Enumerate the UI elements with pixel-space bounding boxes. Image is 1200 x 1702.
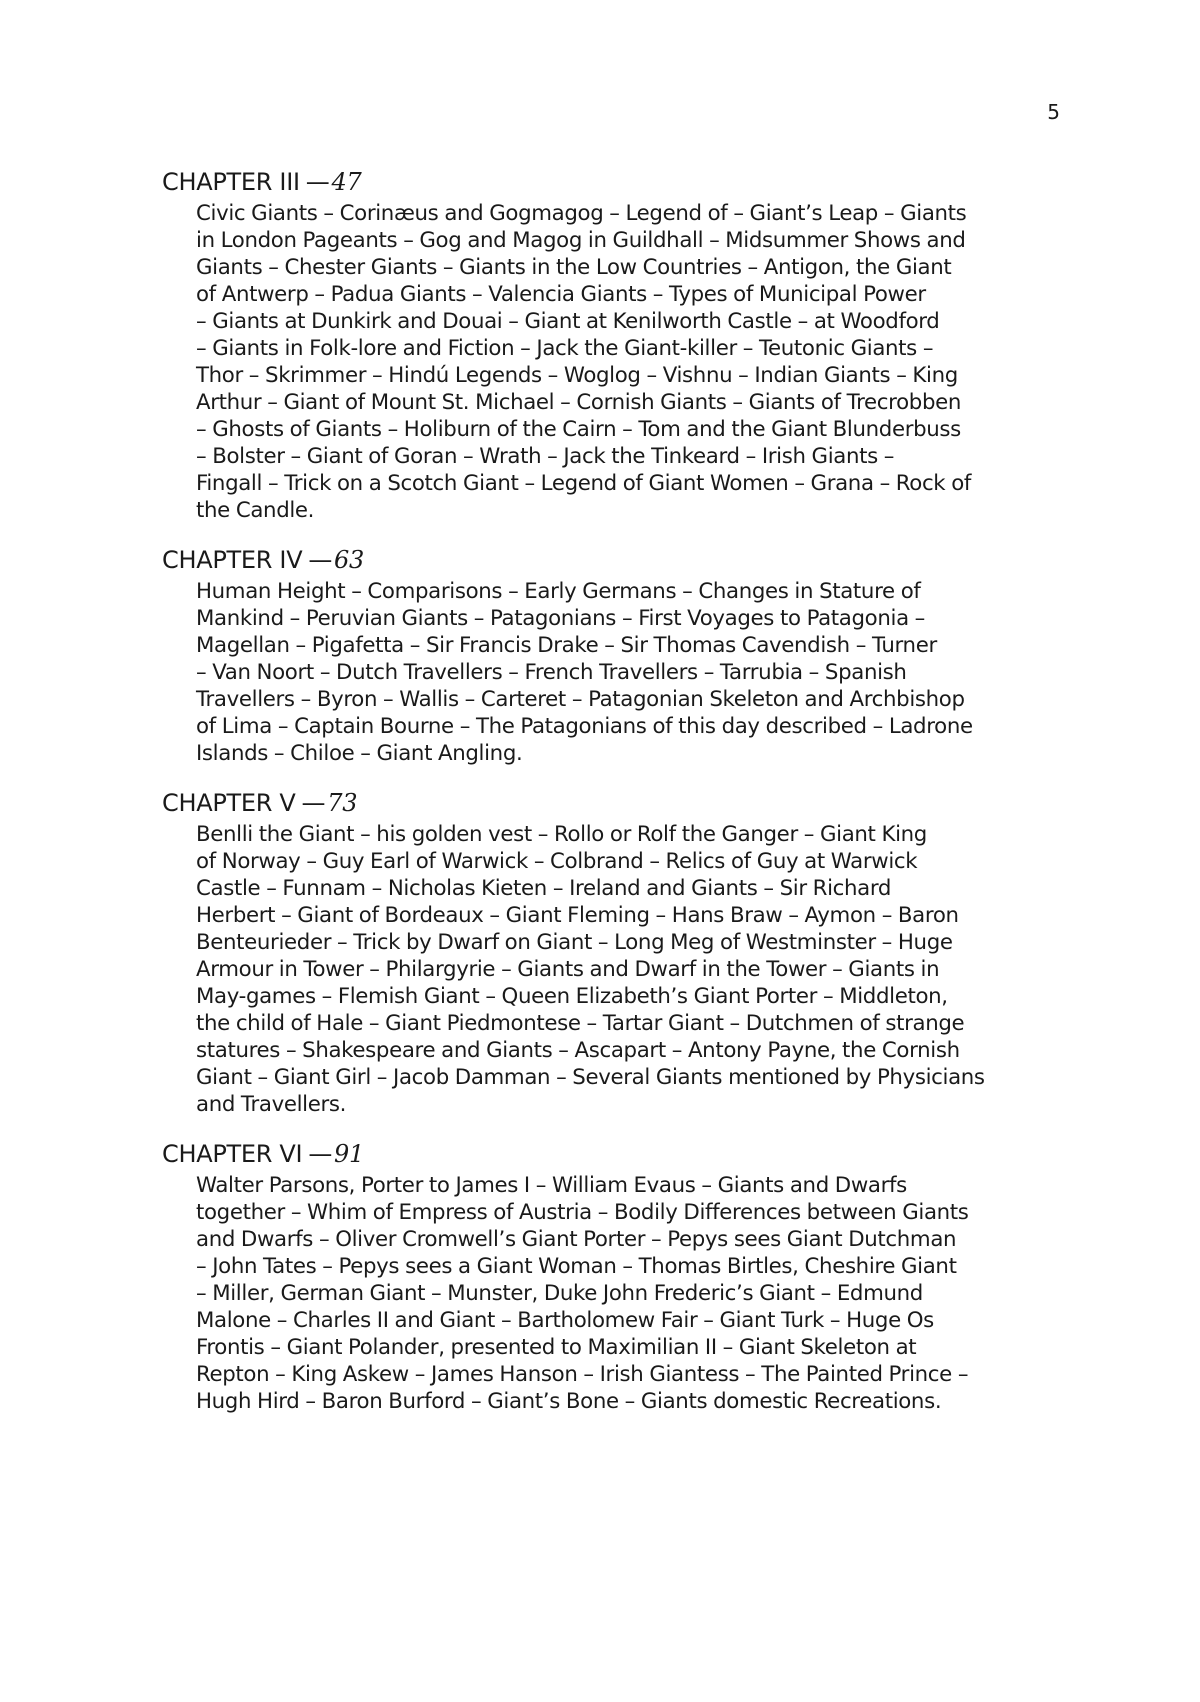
- chapter-summary: [196, 200, 1062, 524]
- chapter-heading: [162, 787, 1062, 821]
- summary-line: Arthur – Giant of Mount St. Michael – Cornish Giants – Giants of Trecrobben: [196, 390, 962, 415]
- summary-line: statures – Shakespeare and Giants – Ascapart – Antony Payne, the Cornish: [196, 1038, 960, 1063]
- summary-line: of Lima – Captain Bourne – The Patagonians of this day described – Ladrone: [196, 714, 973, 739]
- chapter-summary: [196, 578, 1062, 767]
- chapter-entry: [162, 166, 1062, 524]
- summary-line: Islands – Chiloe – Giant Angling.: [196, 741, 523, 766]
- summary-line: Travellers – Byron – Wallis – Carteret – Patagonian Skeleton and Archbishop: [196, 687, 965, 712]
- summary-line: Thor – Skrimmer – Hindú Legends – Woglog – Vishnu – Indian Giants – King: [196, 363, 958, 388]
- chapter-dash: —: [308, 546, 333, 574]
- summary-line: in London Pageants – Gog and Magog in Guildhall – Midsummer Shows and: [196, 228, 966, 253]
- chapter-label: CHAPTER IV: [162, 546, 303, 574]
- summary-line: Human Height – Comparisons – Early Germans – Changes in Stature of: [196, 579, 921, 604]
- chapter-dash: —: [308, 1140, 333, 1168]
- chapter-page-number: 63: [334, 546, 364, 574]
- summary-line: the Candle.: [196, 498, 315, 523]
- summary-line: together – Whim of Empress of Austria – Bodily Differences between Giants: [196, 1200, 969, 1225]
- summary-line: Repton – King Askew – James Hanson – Irish Giantess – The Painted Prince –: [196, 1362, 969, 1387]
- summary-line: Herbert – Giant of Bordeaux – Giant Fleming – Hans Braw – Aymon – Baron: [196, 903, 959, 928]
- chapter-entry: [162, 1138, 1062, 1415]
- chapter-heading: [162, 1138, 1062, 1172]
- chapter-page-number: 91: [334, 1140, 364, 1168]
- chapter-page-number: 73: [327, 789, 358, 817]
- chapter-entry: [162, 787, 1062, 1118]
- summary-line: – Miller, German Giant – Munster, Duke John Frederic’s Giant – Edmund: [196, 1281, 923, 1306]
- summary-line: Civic Giants – Corinæus and Gogmagog – Legend of – Giant’s Leap – Giants: [196, 201, 967, 226]
- summary-line: of Antwerp – Padua Giants – Valencia Giants – Types of Municipal Power: [196, 282, 926, 307]
- table-of-contents: [162, 166, 1062, 1435]
- summary-line: Fingall – Trick on a Scotch Giant – Legend of Giant Women – Grana – Rock of: [196, 471, 972, 496]
- summary-line: of Norway – Guy Earl of Warwick – Colbrand – Relics of Guy at Warwick: [196, 849, 918, 874]
- summary-line: Magellan – Pigafetta – Sir Francis Drake – Sir Thomas Cavendish – Turner: [196, 633, 937, 658]
- chapter-label: CHAPTER V: [162, 789, 296, 817]
- summary-line: Benteurieder – Trick by Dwarf on Giant – Long Meg of Westminster – Huge: [196, 930, 953, 955]
- chapter-heading: [162, 166, 1062, 200]
- summary-line: Benlli the Giant – his golden vest – Rollo or Rolf the Ganger – Giant King: [196, 822, 927, 847]
- chapter-summary: [196, 821, 1062, 1118]
- summary-line: – Ghosts of Giants – Holiburn of the Cairn – Tom and the Giant Blunderbuss: [196, 417, 961, 442]
- summary-line: – Van Noort – Dutch Travellers – French Travellers – Tarrubia – Spanish: [196, 660, 907, 685]
- chapter-entry: [162, 544, 1062, 767]
- chapter-dash: —: [301, 789, 326, 817]
- chapter-summary: [196, 1172, 1062, 1415]
- summary-line: and Travellers.: [196, 1092, 347, 1117]
- summary-line: May-games – Flemish Giant – Queen Elizabeth’s Giant Porter – Middleton,: [196, 984, 948, 1009]
- summary-line: Giants – Chester Giants – Giants in the Low Countries – Antigon, the Giant: [196, 255, 952, 280]
- summary-line: and Dwarfs – Oliver Cromwell’s Giant Porter – Pepys sees Giant Dutchman: [196, 1227, 957, 1252]
- summary-line: Armour in Tower – Philargyrie – Giants and Dwarf in the Tower – Giants in: [196, 957, 940, 982]
- summary-line: Malone – Charles II and Giant – Bartholomew Fair – Giant Turk – Huge Os: [196, 1308, 934, 1333]
- summary-line: Mankind – Peruvian Giants – Patagonians – First Voyages to Patagonia –: [196, 606, 925, 631]
- chapter-heading: [162, 544, 1062, 578]
- summary-line: – Bolster – Giant of Goran – Wrath – Jack the Tinkeard – Irish Giants –: [196, 444, 895, 469]
- chapter-label: CHAPTER VI: [162, 1140, 303, 1168]
- summary-line: Hugh Hird – Baron Burford – Giant’s Bone – Giants domestic Recreations.: [196, 1389, 942, 1414]
- summary-line: Frontis – Giant Polander, presented to Maximilian II – Giant Skeleton at: [196, 1335, 917, 1360]
- summary-line: Walter Parsons, Porter to James I – William Evaus – Giants and Dwarfs: [196, 1173, 907, 1198]
- page-number: 5: [1047, 100, 1060, 124]
- chapter-label: CHAPTER III: [162, 168, 300, 196]
- summary-line: the child of Hale – Giant Piedmontese – Tartar Giant – Dutchmen of strange: [196, 1011, 965, 1036]
- summary-line: – Giants at Dunkirk and Douai – Giant at Kenilworth Castle – at Woodford: [196, 309, 940, 334]
- summary-line: Castle – Funnam – Nicholas Kieten – Ireland and Giants – Sir Richard: [196, 876, 892, 901]
- summary-line: – John Tates – Pepys sees a Giant Woman – Thomas Birtles, Cheshire Giant: [196, 1254, 957, 1279]
- chapter-page-number: 47: [331, 168, 362, 196]
- summary-line: Giant – Giant Girl – Jacob Damman – Several Giants mentioned by Physicians: [196, 1065, 985, 1090]
- chapter-dash: —: [305, 168, 330, 196]
- summary-line: – Giants in Folk-lore and Fiction – Jack the Giant-killer – Teutonic Giants –: [196, 336, 934, 361]
